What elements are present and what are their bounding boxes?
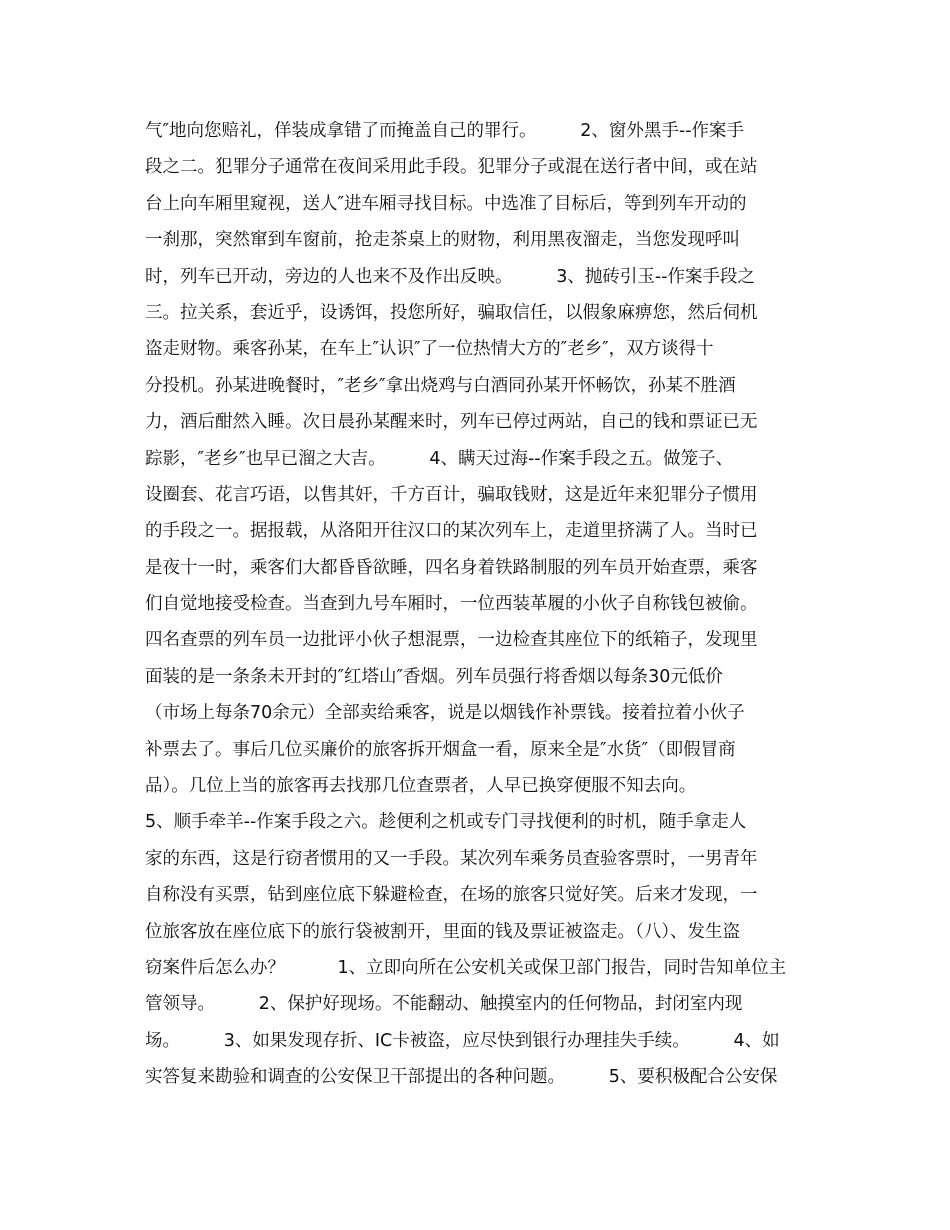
text-line: 气″地向您赔礼，佯装成拿错了而掩盖自己的罪行。 2、窗外黑手--作案手 (145, 121, 745, 141)
text-line: 实答复来勘验和调查的公安保卫干部提出的各种问题。 5、要积极配合公安保 (145, 1067, 778, 1088)
text-line: 管领导。 2、保护好现场。不能翻动、触摸室内的任何物品，封闭室内现 (145, 994, 743, 1015)
text-line: 盗走财物。乘客孙某，在车上″认识″了一位热情大方的″老乡″，双方谈得十 (145, 339, 714, 360)
body-text (145, 113, 815, 1096)
text-line: 一刹那，突然窜到车窗前，抢走茶桌上的财物，利用黑夜溜走，当您发现呼叫 (145, 230, 740, 251)
text-line: 四名查票的列车员一边批评小伙子想混票，一边检查其座位下的纸箱子，发现里 (145, 630, 758, 651)
text-line: 自称没有买票，钻到座位底下躲避检查，在场的旅客只觉好笑。后来才发现，一 (145, 885, 758, 906)
text-line: 设圈套、花言巧语，以售其奸，千方百计，骗取钱财，这是近年来犯罪分子惯用 (145, 484, 758, 505)
text-line: 分投机。孙某进晚餐时，″老乡″拿出烧鸡与白酒同孙某开怀畅饮，孙某不胜酒 (145, 375, 736, 396)
text-line: 段之二。犯罪分子通常在夜间采用此手段。犯罪分子或混在送行者中间，或在站 (145, 157, 758, 178)
text-line: 位旅客放在座位底下的旅行袋被割开，里面的钱及票证被盗走。（八）、发生盗 (145, 921, 740, 942)
text-line: 们自觉地接受检查。当查到九号车厢时，一位西装革履的小伙子自称钱包被偷。 (145, 594, 758, 615)
text-line: 踪影，″老乡″也早已溜之大吉。 4、瞒天过海--作案手段之五。做笼子、 (145, 448, 734, 469)
text-line: 力，酒后酣然入睡。次日晨孙某醒来时，列车已停过两站，自己的钱和票证已无 (145, 412, 758, 433)
text-line: 家的东西，这是行窃者惯用的又一手段。某次列车乘务员查验客票时，一男青年 (145, 848, 758, 869)
text-line: 台上向车厢里窥视，送人″进车厢寻找目标。中选准了目标后，等到列车开动的 (145, 193, 747, 214)
text-line: 窃案件后怎么办？ 1、立即向所在公安机关或保卫部门报告，同时告知单位主 (145, 957, 787, 978)
text-line: 是夜十一时，乘客们大都昏昏欲睡，四名身着铁路制服的列车员开始查票，乘客 (145, 557, 758, 578)
text-line: 5、顺手牵羊--作案手段之六。趁便利之机或专门寻找便利的时机，随手拿走人 (145, 812, 747, 833)
text-line: 的手段之一。据报载，从洛阳开往汉口的某次列车上，走道里挤满了人。当时已 (145, 521, 758, 542)
text-line: （市场上每条70余元）全部卖给乘客，说是以烟钱作补票钱。接着拉着小伙子 (145, 703, 745, 724)
text-line: 三。拉关系，套近乎，设诱饵，投您所好，骗取信任，以假象麻痹您，然后伺机 (145, 302, 758, 323)
text-line: 时，列车已开动，旁边的人也来不及作出反映。 3、抛砖引玉--作案手段之 (145, 266, 756, 287)
text-line: 品）。几位上当的旅客再去找那几位查票者，人早已换穿便服不知去向。 (145, 776, 697, 797)
text-line: 面装的是一条条未开封的″红塔山″香烟。列车员强行将香烟以每条30元低价 (145, 666, 723, 687)
text-line: 场。 3、如果发现存折、IC卡被盗，应尽快到银行办理挂失手续。 4、如 (145, 1030, 780, 1051)
text-line: 补票去了。事后几位买廉价的旅客拆开烟盒一看，原来全是″水货″（即假冒商 (145, 739, 736, 760)
